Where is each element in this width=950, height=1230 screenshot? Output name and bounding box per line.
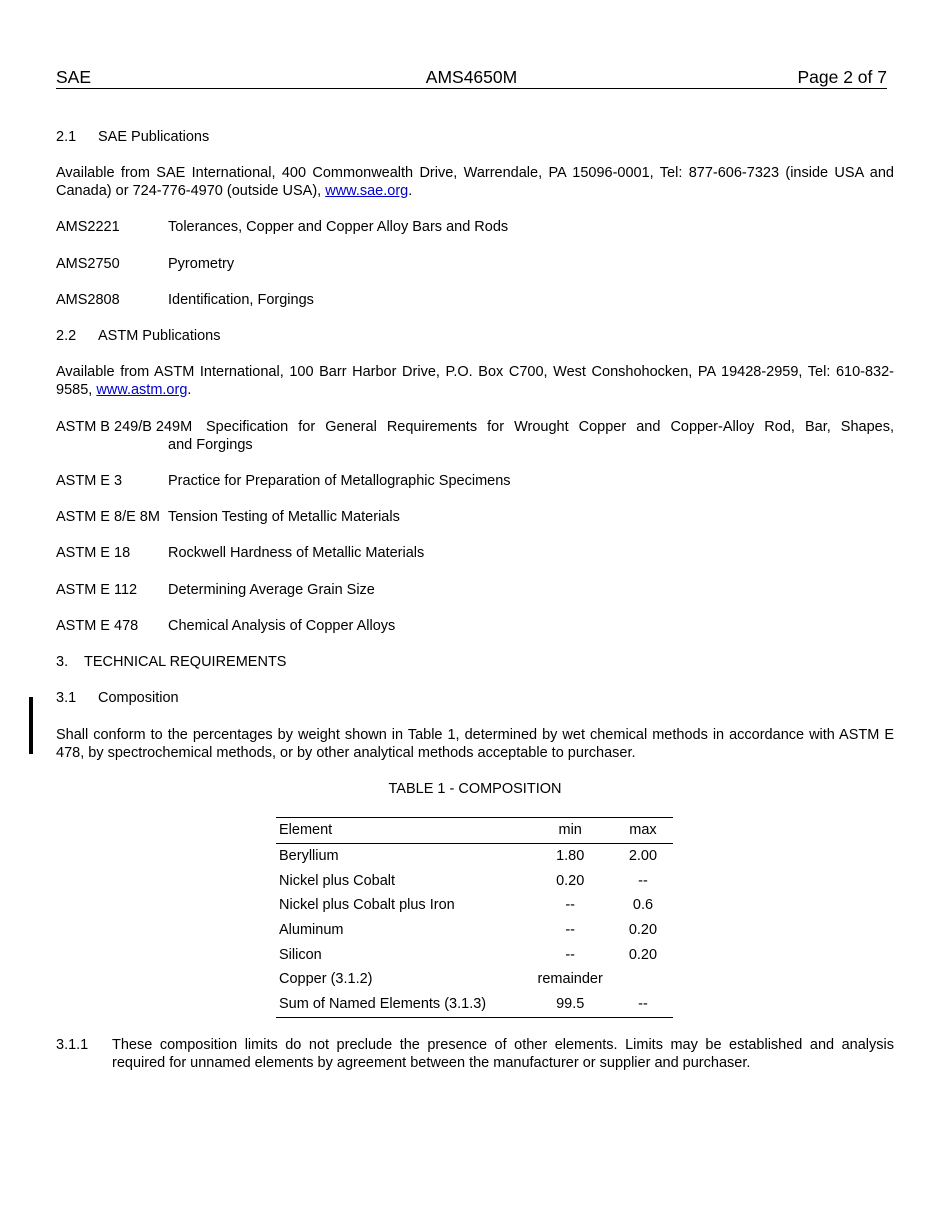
section-number: 2.2 [56,328,77,344]
table-row [276,967,673,992]
table-header-row [276,818,673,844]
reference-code: AMS2221 [56,219,120,235]
reference-code: ASTM E 478 [56,618,139,634]
section-3-1-heading [56,690,179,708]
reference-code: AMS2750 [56,256,120,272]
reference-code: ASTM E 112 [56,582,138,598]
cell-element: Aluminum [279,922,344,939]
section-2-1-heading [56,129,209,147]
composition-paragraph: Shall conform to the percentages by weight shown in Table 1, determined by wet chemical methods in accordance with ASTM E 478, by spectrochemical methods, or by other analytical methods acceptable to purchaser. [56,727,894,761]
cell-min: -- [565,897,576,914]
section-number: 3.1.1 [56,1037,89,1053]
cell-element: Copper (3.1.2) [279,971,373,988]
reference-code: ASTM E 8/E 8M [56,509,160,525]
cell-max [613,967,673,992]
table-row [276,918,673,943]
cell-max: -- [613,992,673,1017]
column-header-max: max [613,818,673,844]
section-number: 3.1 [56,690,77,706]
reference-title-line-2: and Forgings [168,436,253,453]
cell-element: Nickel plus Cobalt plus Iron [279,897,455,914]
reference-code: ASTM E 18 [56,545,131,561]
cell-max: 2.00 [628,848,658,865]
reference-title: Identification, Forgings [168,292,314,308]
reference-title: Pyrometry [168,256,235,272]
section-3-1-1 [56,1037,894,1073]
header-org: SAE [56,67,92,87]
sae-website-link[interactable]: www.sae.org [325,182,409,199]
header-page-number: Page 2 of 7 [797,67,887,87]
table-row [276,868,673,893]
cell-max: 0.6 [632,897,654,914]
cell-element: Beryllium [279,848,339,865]
column-header-element: Element [276,818,527,844]
sae-availability-paragraph [56,165,894,200]
cell-min: -- [565,946,576,963]
cell-min: -- [565,922,576,939]
cell-max: 0.20 [628,922,658,939]
composition-table [276,817,673,1018]
cell-element: Silicon [279,946,322,963]
reference-code: ASTM E 3 [56,473,123,489]
reference-title: Tension Testing of Metallic Materials [168,509,400,525]
table-title: TABLE 1 - COMPOSITION [388,781,562,797]
reference-title: Rockwell Hardness of Metallic Materials [168,545,425,561]
header-doc-number: AMS4650M [425,67,518,87]
cell-element: Nickel plus Cobalt [279,872,396,889]
page-header [56,66,887,89]
reference-title-line-1: Specification for General Requirements for Wrought Copper and Copper-Alloy Rod, Bar, Shapes, [206,419,894,435]
sae-availability-text: Available from SAE International, 400 Commonwealth Drive, Warrendale, PA 15096-0001, Tel: 877-606-7323 (inside USA and Canada) or 724-776-4970 (outside USA), [56,165,894,199]
cell-min: 1.80 [556,848,585,865]
cell-element: Sum of Named Elements (3.1.3) [276,992,527,1017]
revision-change-bar [29,697,33,754]
cell-min: 0.20 [556,872,585,889]
section-title: Composition [98,690,179,706]
reference-title: Determining Average Grain Size [168,582,375,598]
section-2-2-heading [56,328,221,346]
reference-title: Tolerances, Copper and Copper Alloy Bars and Rods [168,219,509,235]
section-title: SAE Publications [98,129,210,145]
table-row [276,893,673,918]
sae-availability-end: . [408,182,413,199]
table-row [276,942,673,967]
column-header-min: min [527,818,612,844]
astm-availability-end: . [187,381,192,398]
cell-min: 99.5 [527,992,612,1017]
astm-availability-paragraph [56,364,894,399]
reference-code: ASTM B 249/B 249M [56,419,193,435]
table-row [276,992,673,1017]
astm-website-link[interactable]: www.astm.org [96,381,188,398]
section-number: 2.1 [56,129,77,145]
reference-code: AMS2808 [56,292,120,308]
cell-max: -- [638,872,648,889]
cell-min: remainder [537,971,603,988]
reference-title: Practice for Preparation of Metallographic Specimens [168,473,511,489]
table-row [276,843,673,868]
cell-max: 0.20 [628,946,658,963]
reference-item [56,419,894,455]
section-number: 3. [56,654,69,670]
section-title: TECHNICAL REQUIREMENTS [84,654,287,670]
section-3-heading [56,654,286,672]
section-3-1-1-text: These composition limits do not preclude the presence of other elements. Limits may be established and analysis required for unnamed elements by agreement between the manufacturer or supplier and purchaser. [112,1037,894,1071]
section-title: ASTM Publications [98,328,221,344]
reference-title: Chemical Analysis of Copper Alloys [168,618,396,634]
astm-availability-text: Available from ASTM International, 100 Barr Harbor Drive, P.O. Box C700, West Conshohocken, PA 19428-2959, Tel: 610-832-9585, [56,364,894,398]
